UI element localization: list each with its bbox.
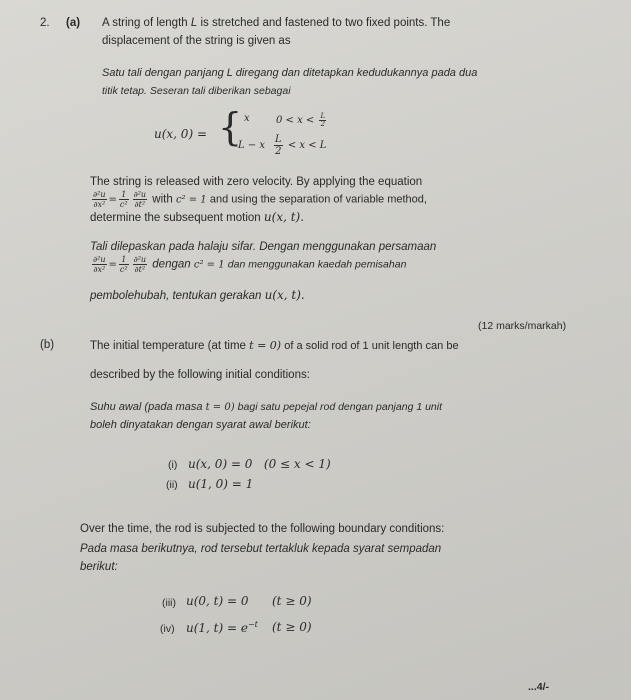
part-b-ms-boundary2: berikut: bbox=[80, 561, 118, 573]
part-b-en-line1: The initial temperature (at time t = 0) of a solid rod of 1 unit length can be bbox=[90, 339, 459, 352]
part-a-ms-p1: Tali dilepaskan pada halaju sifar. Dengan menggunakan persamaan bbox=[90, 241, 437, 253]
condition-4-range: (t ≥ 0) bbox=[272, 620, 312, 634]
part-b-ms-line2: boleh dinyatakan dengan syarat awal berikut: bbox=[90, 419, 311, 431]
part-a-en-p1: The string is released with zero velocity. By applying the equation bbox=[90, 176, 423, 188]
question-number: 2. bbox=[40, 17, 50, 29]
part-b-ms-boundary1: Pada masa berikutnya, rod tersebut tertakluk kepada syarat sempadan bbox=[80, 543, 442, 555]
eq-frac-2: $\frac{1}{\text{c²}}$ bbox=[119, 190, 128, 209]
part-a-en-p2: determine the subsequent motion u(x, t). bbox=[90, 210, 305, 224]
part-a-ms-line2: titik tetap. Seseran tali diberikan sebagai bbox=[102, 85, 291, 97]
piecewise-brace: { bbox=[218, 105, 243, 149]
part-b-ms-line1: Suhu awal (pada masa t = 0) bagi satu pepejal rod dengan panjang 1 unit bbox=[90, 401, 443, 413]
eq-frac-3: $\frac{\text{∂²u}}{\text{∂t²}}$ bbox=[133, 190, 147, 209]
condition-4: u(1, $t) = e^{-t}$ bbox=[186, 620, 258, 635]
piecewise-case1-value: x bbox=[244, 113, 250, 124]
part-b-en-line2: described by the following initial conditions: bbox=[90, 369, 310, 381]
piecewise-case2-value: L − x bbox=[238, 140, 266, 151]
part-a-ms-p2: pembolehubah, tentukan gerakan u(x, t). bbox=[90, 288, 305, 302]
condition-4-label: (iv) bbox=[160, 623, 175, 635]
part-a-en-line2: displacement of the string is given as bbox=[102, 35, 291, 47]
part-a-ms-line1: Satu tali dengan panjang L diregang dan ditetapkan kedudukannya pada dua bbox=[102, 67, 478, 79]
part-a-ms-equation-line: $\frac{\text{∂²u}}{\text{∂x²}}$ = $\frac{1}{\text{c²}}$ $\frac{\text{∂²u}}{\text{∂t²}}$ dengan c² = 1 dan menggunakan kaedah pemisahan bbox=[93, 255, 407, 274]
condition-3-range: (t ≥ 0) bbox=[272, 594, 312, 608]
condition-2-label: (ii) bbox=[166, 479, 178, 491]
condition-3-label: (iii) bbox=[162, 597, 176, 609]
part-b-en-boundary: Over the time, the rod is subjected to the following boundary conditions: bbox=[80, 523, 445, 535]
part-b-label: (b) bbox=[40, 339, 55, 351]
piecewise-case1-range: 0 < x < $\frac{L}{2}$ bbox=[276, 112, 326, 128]
condition-1-label: (i) bbox=[168, 459, 178, 471]
condition-1: u(x, 0) = 0 (0 ≤ x < 1) bbox=[188, 457, 331, 471]
piecewise-lhs: u(x, 0) = bbox=[154, 127, 207, 141]
condition-3: u(0, t) = 0 bbox=[186, 594, 249, 608]
eq-frac-1: $\frac{\text{∂²u}}{\text{∂x²}}$ bbox=[93, 190, 106, 209]
part-a-en-line1: A string of length L is stretched and fastened to two fixed points. The bbox=[102, 17, 451, 29]
condition-2: u(1, 0) = 1 bbox=[188, 477, 254, 491]
page-footer: ...4/- bbox=[528, 681, 550, 693]
part-a-en-equation-line: $\frac{\text{∂²u}}{\text{∂x²}}$ = $\frac{1}{\text{c²}}$ $\frac{\text{∂²u}}{\text{∂t²}}$ with c² = 1 and using the separation of variable method, bbox=[93, 190, 427, 209]
piecewise-case2-range: $\frac{L}{2}$ < x < L bbox=[275, 134, 327, 157]
part-a-marks: (12 marks/markah) bbox=[478, 320, 567, 332]
part-a-label: (a) bbox=[66, 17, 81, 29]
